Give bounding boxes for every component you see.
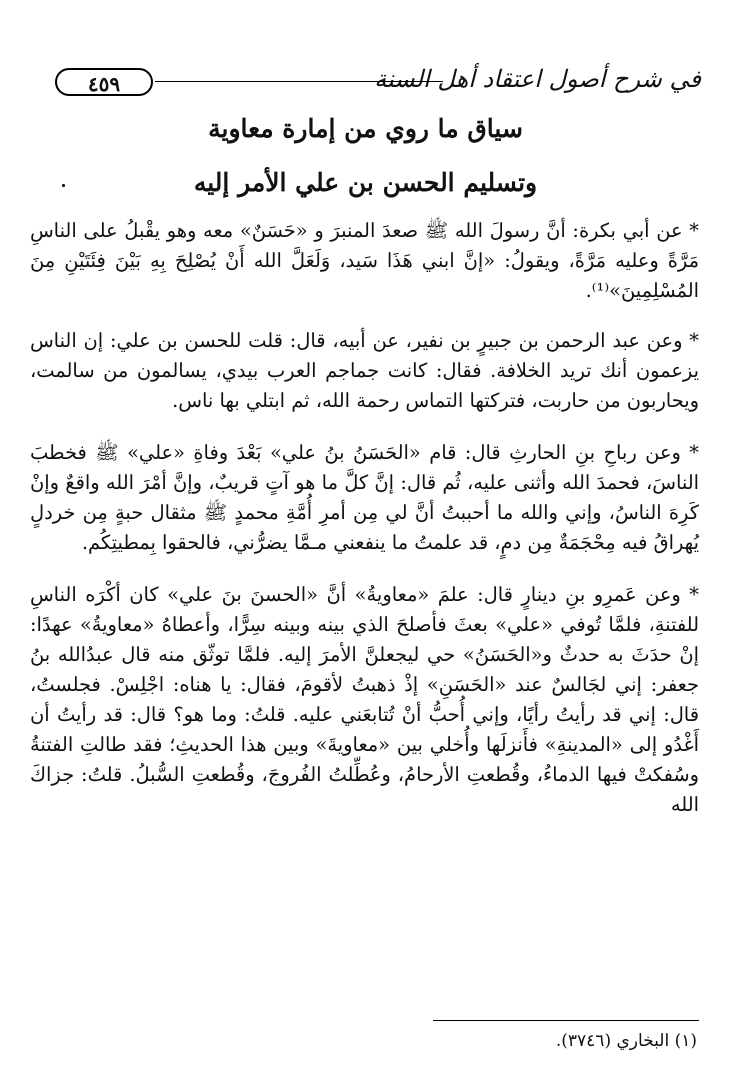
stray-dot <box>62 184 65 187</box>
page-number: ٤٥٩ <box>87 72 121 96</box>
header-rule <box>155 81 443 82</box>
section-title-line-1: سياق ما روي من إمارة معاوية <box>208 114 523 143</box>
paragraph-4: * وعن عَمرِو بنِ دينارٍ قال: علمَ «معاويةُ» أنَّ «الحسنَ بنَ علي» كان أكْرَه الناسِ للفتنةِ، فلمَّا تُوفي «علي» بعثَ فأصلحَ الذي بينه وبينه سِرًّا، وأعطاهُ «معاويةُ» عهدًا: إنْ حدَثَ به حدثٌ و«الحَسَنُ» حي ليجعلنَّ الأمرَ إليه. فلمَّا توثّق منه قال عبدُالله بنُ جعفر: إني لجَالسٌ عند «الحَسَنِ» إذْ ذهبتُ لأقومَ، فقال: يا هناه: اجْلِسْ. فجلستُ، قال: إني قد رأيتُ رأيًا، وإني أُحبُّ أنْ تُتابعَني عليه. قلتُ: وما هو؟ قال: قد رأيتُ أن أَغْدُو إلى «المدينةِ» فأَنزلَها وأُخلي بين «معاويةَ» وبين هذا الحديثِ؛ فقد طالتِ الفتنةُ وسُفكتْ فيها الدماءُ، وقُطعتِ الأرحامُ، وعُطِّلتُ الفُروجَ، وقُطعتِ السُّبلُ. قلتُ: جزاكَ الله <box>30 583 699 816</box>
footnote: (١) البخاري (٣٧٤٦). <box>555 1031 697 1051</box>
body-text <box>30 216 699 842</box>
footnote-rule <box>433 1020 699 1021</box>
paragraph-3: * وعن رباحِ بنِ الحارثِ قال: قام «الحَسَنُ بنُ علي» بَعْدَ وفاةِ «علي» ﷺ فخطبَ الناسَ، فحمدَ الله وأثنى عليه، ثُم قال: إنَّ كلَّ ما هو آتٍ قريبٌ، وإنَّ أمْرَ الله واقعٌ وإنْ كَرِهَ الناسُ، وإني والله ما أحببتُ أنَّ لي مِن أمرِ أُمَّةِ محمدٍ ﷺ مثقال حبةٍ مِن خردلٍ يُهراقُ فيه مِحْجَمَةٌ مِن دمٍ، قد علمتُ ما ينفعني مـمَّا يضرُّني، فالحقوا بِمطيتِكُم. <box>30 441 699 554</box>
paragraph-2: * وعن عبد الرحمن بن جبيرٍ بن نفير، عن أبيه، قال: قلت للحسن بن علي: إن الناس يزعمون أنك تريد الخلافة. فقال: كانت جماجم العرب بيدي، يسالمون من سالمت، ويحاربون من حاربت، فتركتها التماس رحمة الله، ثم ابتلي بها ناس. <box>30 329 699 412</box>
running-header <box>55 60 701 110</box>
paragraph-1: * عن أبي بكرة: أنَّ رسولَ الله ﷺ صعدَ المنبرَ و «حَسَنٌ» معه وهو يقْبلُ على الناسِ مَرَّةً وعليه مَرَّةً، ويقولُ: «إنَّ ابني هَذَا سَيد، وَلَعَلَّ الله أَنْ يُصْلِحَ بِهِ بَيْنَ فِئَتَيْنِ مِنَ المُسْلِمِينَ»⁽¹⁾. <box>30 219 699 302</box>
section-title-line-2: وتسليم الحسن بن علي الأمر إليه <box>193 168 538 197</box>
book-title: في شرح أصول اعتقاد أهل السنة <box>374 65 701 93</box>
page-number-badge <box>55 68 153 96</box>
